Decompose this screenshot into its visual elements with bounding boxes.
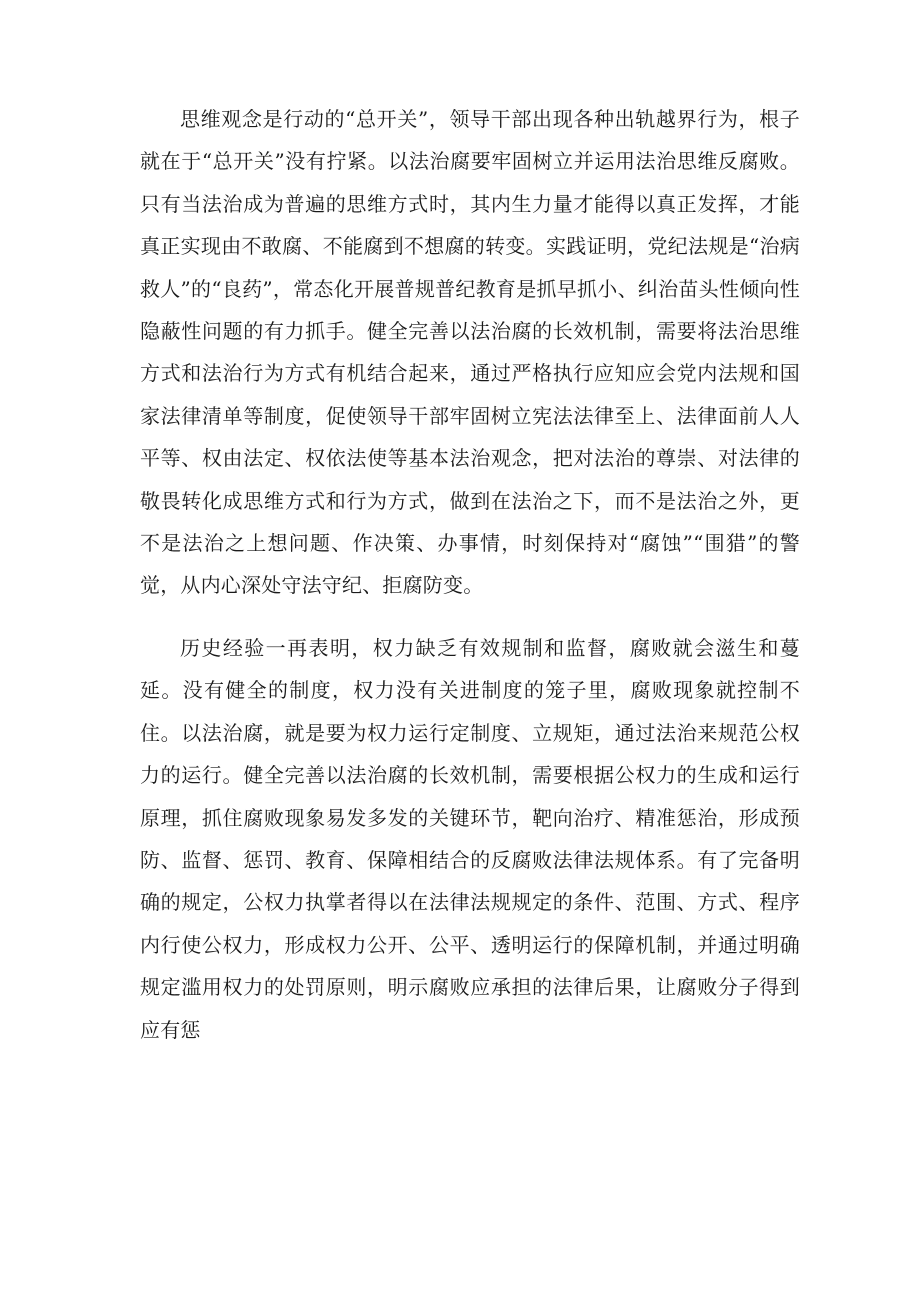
paragraph-2: 历史经验一再表明，权力缺乏有效规制和监督，腐败就会滋生和蔓延。没有健全的制度，权力没有关进制度的笼子里，腐败现象就控制不住。以法治腐，就是要为权力运行定制度、立规矩，通过法治来规范公权力的运行。健全完善以法治腐的长效机制，需要根据公权力的生成和运行原理，抓住腐败现象易发多发的关键环节，靶向治疗、精准惩治，形成预防、监督、惩罚、教育、保障相结合的反腐败法律法规体系。有了完备明确的规定，公权力执掌者得以在法律法规规定的条件、范围、方式、程序内行使公权力，形成权力公开、公平、透明运行的保障机制，并通过明确规定滥用权力的处罚原则，明示腐败应承担的法律后果，让腐败分子得到应有惩 bbox=[140, 635, 800, 1042]
paragraph-1: 思维观念是行动的“总开关”，领导干部出现各种出轨越界行为，根子就在于“总开关”没有拧紧。以法治腐要牢固树立并运用法治思维反腐败。只有当法治成为普遍的思维方式时，其内生力量才能得以真正发挥，才能真正实现由不敢腐、不能腐到不想腐的转变。实践证明，党纪法规是“治病救人”的“良药”，常态化开展普规普纪教育是抓早抓小、纠治苗头性倾向性隐蔽性问题的有力抓手。健全完善以法治腐的长效机制，需要将法治思维方式和法治行为方式有机结合起来，通过严格执行应知应会党内法规和国家法律清单等制度，促使领导干部牢固树立宪法法律至上、法律面前人人平等、权由法定、权依法使等基本法治观念，把对法治的尊崇、对法律的敬畏转化成思维方式和行为方式，做到在法治之下，而不是法治之外，更不是法治之上想问题、作决策、办事情，时刻保持对“腐蚀”“围猎”的警觉，从内心深处守法守纪、拒腐防变。 bbox=[140, 107, 800, 598]
document-body bbox=[140, 98, 800, 1051]
